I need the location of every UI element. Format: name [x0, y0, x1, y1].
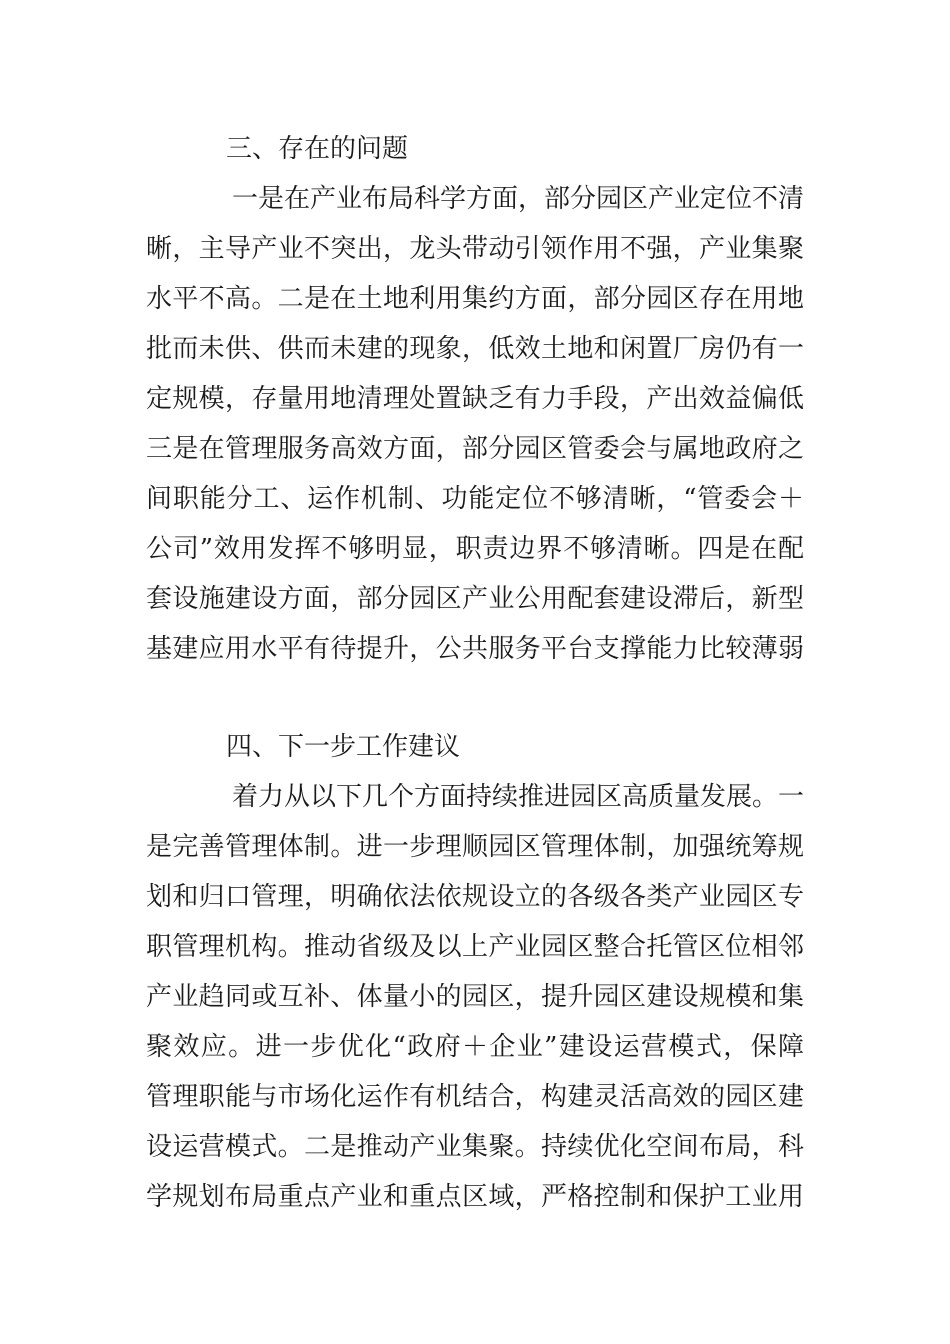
section-3-line-9: 套设施建设方面，部分园区产业公用配套建设滞后，新型: [146, 584, 804, 614]
section-3-line-6: 三是在管理服务高效方面，部分园区管委会与属地政府之: [146, 434, 804, 464]
section-3-line-8: 公司”效用发挥不够明显，职责边界不够清晰。四是在配: [146, 534, 804, 564]
section-4-line-3: 划和归口管理，明确依法依规设立的各级各类产业园区专: [146, 882, 804, 912]
section-3-line-5: 定规模，存量用地清理处置缺乏有力手段，产出效益偏低: [146, 384, 804, 414]
section-4-line-1: 着力从以下几个方面持续推进园区高质量发展。一: [232, 782, 804, 812]
section-4-line-6: 聚效应。进一步优化“政府＋企业”建设运营模式，保障: [146, 1032, 804, 1062]
section-3-line-3: 水平不高。二是在土地利用集约方面，部分园区存在用地: [146, 284, 804, 314]
section-3-line-1: 一是在产业布局科学方面，部分园区产业定位不清: [232, 184, 804, 214]
section-4-line-8: 设运营模式。二是推动产业集聚。持续优化空间布局，科: [146, 1132, 804, 1162]
section-4-line-5: 产业趋同或互补、体量小的园区，提升园区建设规模和集: [146, 982, 804, 1012]
section-4-line-4: 职管理机构。推动省级及以上产业园区整合托管区位相邻: [146, 932, 804, 962]
section-3-line-7: 间职能分工、运作机制、功能定位不够清晰，“管委会＋: [146, 484, 804, 514]
section-3-line-10: 基建应用水平有待提升，公共服务平台支撑能力比较薄弱: [146, 634, 804, 664]
section-4-line-9: 学规划布局重点产业和重点区域，严格控制和保护工业用: [146, 1182, 804, 1212]
section-4-line-2: 是完善管理体制。进一步理顺园区管理体制，加强统筹规: [146, 832, 804, 862]
section-3-heading: 三、存在的问题: [226, 134, 409, 164]
section-4-heading: 四、下一步工作建议: [226, 732, 461, 762]
section-3-line-2: 晰，主导产业不突出，龙头带动引领作用不强，产业集聚: [146, 234, 804, 264]
section-4-line-7: 管理职能与市场化运作有机结合，构建灵活高效的园区建: [146, 1082, 804, 1112]
section-3-line-4: 批而未供、供而未建的现象，低效土地和闲置厂房仍有一: [146, 334, 804, 364]
